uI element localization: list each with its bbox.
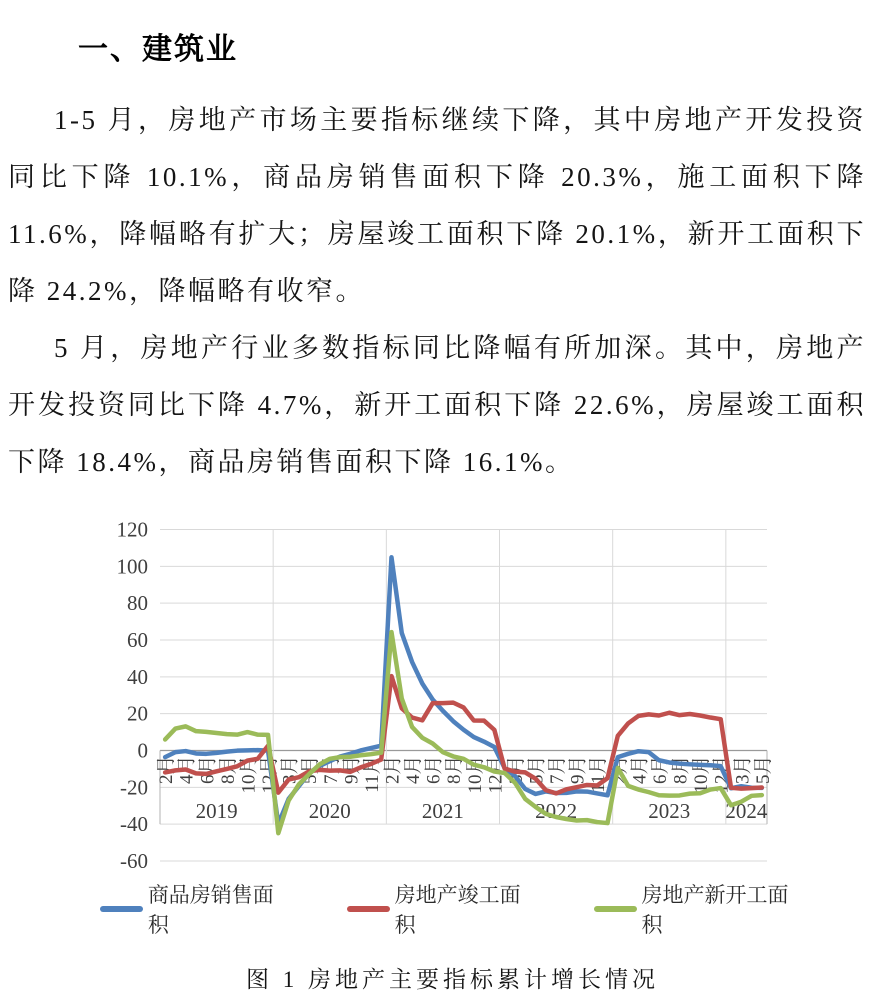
x-tick-label: 2月 <box>156 755 178 785</box>
y-tick-label: -40 <box>120 812 148 837</box>
x-tick-label: 2月 <box>382 755 404 785</box>
x-tick-label: 6月 <box>423 755 445 785</box>
legend-swatch-newstarts <box>594 906 637 912</box>
legend-label-newstarts: 房地产新开工面积 <box>641 883 789 937</box>
y-tick-label: 60 <box>127 627 148 652</box>
y-tick-label: -60 <box>120 849 148 869</box>
year-label: 2019 <box>195 799 238 824</box>
x-tick-label: 12月 <box>485 755 507 794</box>
year-label: 2021 <box>421 799 464 824</box>
year-label: 2024 <box>725 799 768 824</box>
x-tick-label: 10月 <box>238 755 260 794</box>
x-tick-label: 8月 <box>670 755 692 785</box>
legend-swatch-completion <box>347 906 390 912</box>
x-tick-label: 4月 <box>403 755 425 785</box>
section-heading: 一、建筑业 <box>78 33 238 66</box>
legend-item-completion <box>347 879 538 939</box>
paragraph-1: 1-5 月，房地产市场主要指标继续下降，其中房地产开发投资同比下降 10.1%，商品房销售面积下降 20.3%，施工面积下降 11.6%，降幅略有扩大；房屋竣工面积下降 20.1%，新开工面积下降 24.2%，降幅略有收窄。 <box>8 105 866 306</box>
paragraph-2: 5 月，房地产行业多数指标同比降幅有所加深。其中，房地产开发投资同比下降 4.7%，新开工面积下降 22.6%，房屋竣工面积下降 18.4%，商品房销售面积下降 16.1%。 <box>8 333 866 477</box>
x-tick-label: 8月 <box>444 755 466 785</box>
y-axis-labels <box>117 517 149 869</box>
year-label: 2020 <box>308 799 351 824</box>
figure-1 <box>8 517 866 994</box>
year-label: 2022 <box>535 799 578 824</box>
legend-item-newstarts <box>594 879 805 939</box>
chart-legend <box>100 879 805 939</box>
x-tick-label: 8月 <box>217 755 239 785</box>
x-tick-label: 12月 <box>259 755 281 794</box>
x-tick-label: 10月 <box>691 755 713 794</box>
x-tick-label: 9月 <box>341 755 363 785</box>
year-label: 2023 <box>648 799 691 824</box>
x-tick-label: 10月 <box>464 755 486 794</box>
x-tick-label: 2月 <box>608 755 630 785</box>
x-tick-label: 3月 <box>279 755 301 785</box>
x-tick-label: 4月 <box>629 755 651 785</box>
y-tick-label: 0 <box>137 738 148 763</box>
x-tick-label: 11月 <box>361 755 383 793</box>
y-tick-label: 20 <box>127 701 148 726</box>
y-tick-label: -20 <box>120 775 148 800</box>
legend-label-completion: 房地产竣工面积 <box>394 883 521 937</box>
x-tick-label: 6月 <box>197 755 219 785</box>
x-tick-label: 11月 <box>588 755 610 793</box>
legend-item-sales <box>100 879 291 939</box>
y-tick-label: 80 <box>127 591 148 616</box>
x-tick-label: 5月 <box>526 755 548 785</box>
x-tick-label: 3月 <box>732 755 754 785</box>
x-tick-label: 3月 <box>505 755 527 785</box>
x-tick-label: 7月 <box>320 755 342 785</box>
x-tick-label: 5月 <box>752 755 774 785</box>
x-tick-label: 9月 <box>567 755 589 785</box>
legend-swatch-sales <box>100 906 143 912</box>
x-tick-label: 6月 <box>649 755 671 785</box>
figure-chart <box>100 517 805 939</box>
legend-label-sales: 商品房销售面积 <box>147 883 274 937</box>
figure-caption: 图 1 房地产主要指标累计增长情况 <box>246 967 659 992</box>
x-tick-label: 4月 <box>176 755 198 785</box>
x-tick-label: 12月 <box>711 755 733 794</box>
x-tick-label: 7月 <box>547 755 569 785</box>
y-tick-label: 40 <box>127 664 148 689</box>
y-tick-label: 100 <box>116 554 148 579</box>
x-tick-label: 5月 <box>300 755 322 785</box>
chart-canvas <box>100 517 805 869</box>
y-tick-label: 120 <box>116 517 148 542</box>
